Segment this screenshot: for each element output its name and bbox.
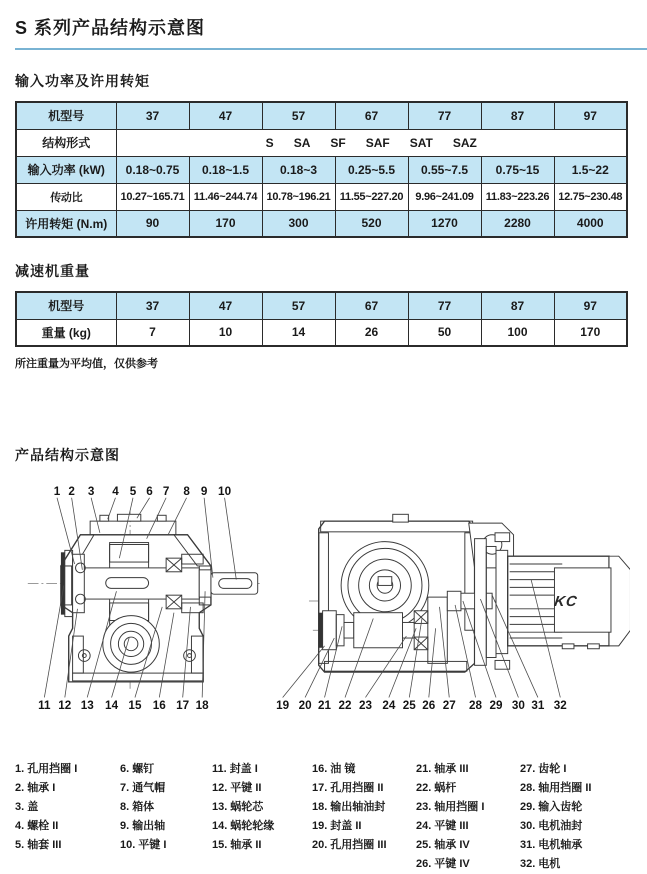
callout-31: 31	[530, 699, 544, 713]
table-cell: 47	[189, 102, 262, 129]
form-code: SAF	[365, 135, 390, 150]
input-pinion	[447, 591, 461, 610]
list-item: 28. 轴用挡圈 II	[520, 782, 592, 794]
table-cell: 26	[335, 319, 408, 346]
parts-column	[520, 760, 620, 874]
table-cell: 77	[408, 292, 481, 319]
table-cell: 37	[116, 102, 189, 129]
callout-15: 15	[128, 699, 142, 713]
form-code: SA	[293, 135, 311, 150]
list-item: 14. 蜗轮轮缘	[212, 820, 275, 832]
table-cell: 100	[481, 319, 554, 346]
callout-1: 1	[53, 484, 61, 498]
callout-27: 27	[442, 699, 456, 713]
top-cover	[90, 514, 176, 534]
list-item: 10. 平键 I	[120, 839, 167, 851]
callout-3: 3	[87, 484, 95, 498]
row-label-cell: 重量 (kg)	[16, 319, 116, 346]
callout-9: 9	[200, 484, 208, 498]
table-cell: 67	[335, 292, 408, 319]
table-cell: 47	[189, 292, 262, 319]
callout-11: 11	[38, 699, 51, 713]
weight-table	[15, 291, 628, 347]
parts-column	[212, 760, 312, 874]
callout-numbers-bottom	[38, 699, 209, 712]
callout-25: 25	[402, 699, 416, 713]
callout-numbers	[276, 699, 567, 712]
callout-24: 24	[381, 699, 395, 713]
table-cell: 1270	[408, 210, 481, 237]
parts-column	[416, 760, 520, 874]
table-cell: 90	[116, 210, 189, 237]
table-cell: 0.18~3	[262, 156, 335, 183]
callout-16: 16	[152, 699, 166, 713]
table-cell: 87	[481, 292, 554, 319]
form-code: SAT	[409, 135, 433, 150]
table-cell: 12.75~230.48	[554, 183, 627, 210]
row-label-cell: 机型号	[16, 102, 116, 129]
table-row-structure-form	[16, 129, 627, 156]
row-label-cell: 传动比	[16, 183, 116, 210]
table-cell: 67	[335, 102, 408, 129]
list-item: 15. 轴承 II	[212, 839, 262, 851]
output-shaft-extension	[199, 570, 257, 597]
table-cell: 170	[189, 210, 262, 237]
form-code: SAZ	[452, 135, 477, 150]
row-label-cell: 结构形式	[16, 129, 116, 156]
section-heading-structure: 产品结构示意图	[15, 447, 120, 463]
list-item: 24. 平键 III	[416, 820, 469, 832]
list-item: 31. 电机轴承	[520, 839, 583, 851]
table-row-model	[16, 292, 627, 319]
parts-column	[120, 760, 212, 874]
list-item: 11. 封盖 I	[212, 763, 258, 775]
end-cover	[322, 611, 336, 650]
list-item: 32. 电机	[520, 858, 561, 870]
list-item: 7. 通气帽	[120, 782, 166, 794]
table-cell: 11.55~227.20	[335, 183, 408, 210]
table-cell: 14	[262, 319, 335, 346]
callout-17: 17	[176, 699, 190, 713]
form-code: SF	[330, 135, 346, 150]
list-item: 22. 蜗杆	[416, 782, 457, 794]
cover-bolt	[157, 515, 166, 521]
diagrams-row	[15, 479, 630, 724]
table-cell: 11.46~244.74	[189, 183, 262, 210]
callout-5: 5	[129, 484, 137, 498]
table-cell: 10.27~165.71	[116, 183, 189, 210]
list-item: 17. 孔用挡圈 II	[312, 782, 384, 794]
section-structure-diagram	[15, 445, 630, 874]
table-cell: 4000	[554, 210, 627, 237]
motor-logo: KC	[552, 593, 579, 610]
callout-4: 4	[112, 484, 119, 498]
table-cell: 0.18~0.75	[116, 156, 189, 183]
list-item: 3. 盖	[15, 801, 39, 813]
list-item: 23. 轴用挡圈 I	[416, 801, 485, 813]
list-item: 9. 输出轴	[120, 820, 166, 832]
callout-13: 13	[80, 699, 94, 713]
table-cell: 2280	[481, 210, 554, 237]
callout-10: 10	[218, 484, 232, 498]
callout-28: 28	[468, 699, 482, 713]
parts-column	[15, 760, 120, 874]
callout-2: 2	[68, 484, 75, 498]
list-item: 12. 平键 II	[212, 782, 262, 794]
flange-bolt	[495, 660, 510, 669]
flange-bolt	[495, 533, 510, 542]
table-cell: 10	[189, 319, 262, 346]
structure-forms-cell	[116, 129, 627, 156]
callout-29: 29	[489, 699, 503, 713]
list-item: 8. 箱体	[120, 801, 155, 813]
section-heading-power: 输入功率及许用转矩	[15, 73, 150, 89]
gearbox-side-section-diagram	[270, 479, 630, 724]
list-item: 20. 孔用挡圈 III	[312, 839, 387, 851]
table-cell: 77	[408, 102, 481, 129]
list-item: 6. 螺钉	[120, 763, 155, 775]
callout-22: 22	[338, 699, 352, 713]
left-cover-plate	[61, 550, 85, 616]
hollow-output-shaft	[77, 568, 200, 599]
table-cell: 57	[262, 292, 335, 319]
table-row-torque	[16, 210, 627, 237]
table-cell: 0.18~1.5	[189, 156, 262, 183]
table-cell: 9.96~241.09	[408, 183, 481, 210]
table-cell: 10.78~196.21	[262, 183, 335, 210]
table-row-input-power	[16, 156, 627, 183]
callout-19: 19	[275, 699, 289, 713]
table-cell: 97	[554, 102, 627, 129]
list-item: 4. 螺栓 II	[15, 820, 59, 832]
list-item: 16. 油 镜	[312, 763, 356, 775]
callout-8: 8	[183, 484, 190, 498]
callout-6: 6	[146, 484, 153, 498]
gearbox-front-section-diagram	[20, 479, 264, 724]
callout-32: 32	[553, 699, 567, 713]
callout-18: 18	[195, 699, 209, 713]
callout-7: 7	[162, 484, 170, 498]
table-cell: 57	[262, 102, 335, 129]
table-cell: 1.5~22	[554, 156, 627, 183]
table-cell: 300	[262, 210, 335, 237]
table-cell: 50	[408, 319, 481, 346]
filler-cap	[392, 514, 408, 522]
list-item: 26. 平键 IV	[416, 858, 470, 870]
section-heading-weight: 减速机重量	[15, 263, 90, 279]
section-weight	[15, 261, 630, 371]
row-label-cell: 许用转矩 (N.m)	[16, 210, 116, 237]
list-item: 19. 封盖 II	[312, 820, 362, 832]
motor-end-cap	[609, 556, 630, 646]
weight-note: 所注重量为平均值，仅供参考	[15, 358, 158, 370]
row-label-cell: 机型号	[16, 292, 116, 319]
form-code: S	[265, 135, 274, 150]
callout-12: 12	[58, 699, 72, 713]
row-label-cell: 输入功率 (kW)	[16, 156, 116, 183]
motor	[507, 556, 630, 649]
table-cell: 0.75~15	[481, 156, 554, 183]
callout-23: 23	[358, 699, 372, 713]
callout-26: 26	[421, 699, 435, 713]
callout-20: 20	[298, 699, 312, 713]
list-item: 1. 孔用挡圈 I	[15, 763, 78, 775]
list-item: 29. 输入齿轮	[520, 801, 583, 813]
list-item: 13. 蜗轮芯	[212, 801, 264, 813]
hub-key	[378, 577, 392, 586]
title-rule	[15, 48, 647, 50]
table-row-weight	[16, 319, 627, 346]
table-row-ratio	[16, 183, 627, 210]
list-item: 30. 电机油封	[520, 820, 583, 832]
callout-numbers-top	[54, 485, 232, 498]
list-item: 18. 输出轴油封	[312, 801, 386, 813]
page-title: S 系列产品结构示意图	[15, 18, 206, 38]
cover-bolt	[100, 515, 109, 521]
parts-column	[312, 760, 416, 874]
table-cell: 170	[554, 319, 627, 346]
table-cell: 520	[335, 210, 408, 237]
list-item: 2. 轴承 I	[15, 782, 56, 794]
power-torque-table	[15, 101, 628, 238]
parts-list	[15, 760, 630, 874]
table-cell: 7	[116, 319, 189, 346]
table-cell: 0.55~7.5	[408, 156, 481, 183]
callout-21: 21	[317, 699, 331, 713]
table-cell: 37	[116, 292, 189, 319]
list-item: 27. 齿轮 I	[520, 763, 567, 775]
callout-30: 30	[511, 699, 525, 713]
list-item: 25. 轴承 IV	[416, 839, 470, 851]
table-cell: 11.83~223.26	[481, 183, 554, 210]
table-row-model	[16, 102, 627, 129]
table-cell: 87	[481, 102, 554, 129]
list-item: 21. 轴承 III	[416, 763, 469, 775]
section-power-torque	[15, 71, 630, 238]
structure-forms	[266, 136, 477, 150]
callout-14: 14	[105, 699, 119, 713]
list-item: 5. 轴套 III	[15, 839, 62, 851]
worm-cylinder	[353, 613, 402, 648]
table-cell: 97	[554, 292, 627, 319]
table-cell: 0.25~5.5	[335, 156, 408, 183]
